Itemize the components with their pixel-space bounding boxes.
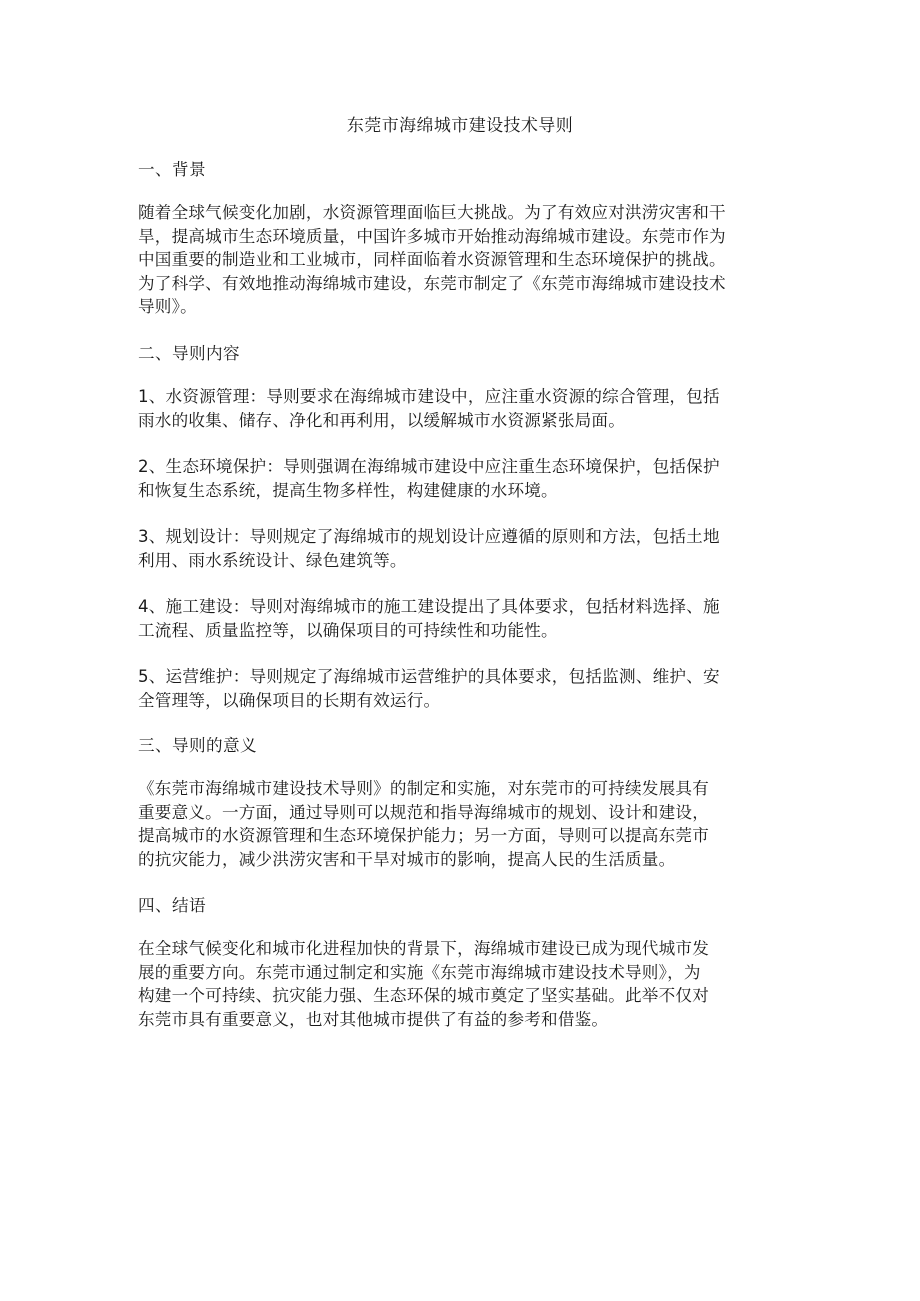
text-line: 1、水资源管理：导则要求在海绵城市建设中，应注重水资源的综合管理，包括 [138, 387, 720, 406]
paragraph-ecological-protection [138, 455, 788, 502]
text-line: 中国重要的制造业和工业城市，同样面临着水资源管理和生态环境保护的挑战。 [138, 250, 726, 270]
text-line: 2、生态环境保护：导则强调在海绵城市建设中应注重生态环境保护，包括保护 [138, 457, 720, 476]
text-line: 雨水的收集、储存、净化和再利用，以缓解城市水资源紧张局面。 [138, 410, 626, 430]
text-line: 在全球气候变化和城市化进程加快的背景下，海绵城市建设已成为现代城市发 [138, 939, 709, 958]
section-heading-guideline-content: 二、导则内容 [138, 344, 240, 363]
text-line: 提高城市的水资源管理和生态环境保护能力；另一方面，导则可以提高东莞市 [138, 826, 709, 846]
text-line: 5、运营维护：导则规定了海绵城市运营维护的具体要求，包括监测、维护、安 [138, 667, 720, 686]
text-line: 工流程、质量监控等，以确保项目的可持续性和功能性。 [138, 620, 558, 640]
paragraph-background [138, 201, 788, 319]
text-line: 和恢复生态系统，提高生物多样性，构建健康的水环境。 [138, 480, 558, 500]
paragraph-water-resource-management [138, 385, 788, 432]
paragraph-planning-design [138, 525, 788, 572]
section-heading-background: 一、背景 [138, 160, 206, 179]
text-line: 《东莞市海绵城市建设技术导则》的制定和实施，对东莞市的可持续发展具有 [138, 779, 709, 798]
text-line: 利用、雨水系统设计、绿色建筑等。 [138, 550, 407, 570]
text-line: 东莞市具有重要意义，也对其他城市提供了有益的参考和借鉴。 [138, 1009, 609, 1029]
text-line: 3、规划设计：导则规定了海绵城市的规划设计应遵循的原则和方法，包括土地 [138, 527, 720, 546]
text-line: 导则》。 [138, 297, 197, 317]
text-line: 构建一个可持续、抗灾能力强、生态环保的城市奠定了坚实基础。此举不仅对 [138, 986, 709, 1006]
text-line: 为了科学、有效地推动海绵城市建设，东莞市制定了《东莞市海绵城市建设技术 [138, 273, 726, 293]
paragraph-construction [138, 595, 788, 642]
paragraph-operation-maintenance [138, 665, 788, 712]
document-title: 东莞市海绵城市建设技术导则 [346, 116, 574, 136]
section-heading-significance: 三、导则的意义 [138, 736, 257, 755]
text-line: 重要意义。一方面，通过导则可以规范和指导海绵城市的规划、设计和建设， [138, 802, 709, 822]
text-line: 旱，提高城市生态环境质量，中国许多城市开始推动海绵城市建设。东莞市作为 [138, 226, 726, 246]
paragraph-conclusion [138, 937, 788, 1031]
text-line: 随着全球气候变化加剧，水资源管理面临巨大挑战。为了有效应对洪涝灾害和干 [138, 203, 726, 222]
text-line: 全管理等，以确保项目的长期有效运行。 [138, 690, 441, 710]
text-line: 的抗灾能力，减少洪涝灾害和干旱对城市的影响，提高人民的生活质量。 [138, 849, 676, 869]
section-heading-conclusion: 四、结语 [138, 896, 206, 915]
paragraph-significance [138, 777, 788, 871]
text-line: 4、施工建设：导则对海绵城市的施工建设提出了具体要求，包括材料选择、施 [138, 597, 720, 616]
text-line: 展的重要方向。东莞市通过制定和实施《东莞市海绵城市建设技术导则》，为 [138, 962, 701, 982]
